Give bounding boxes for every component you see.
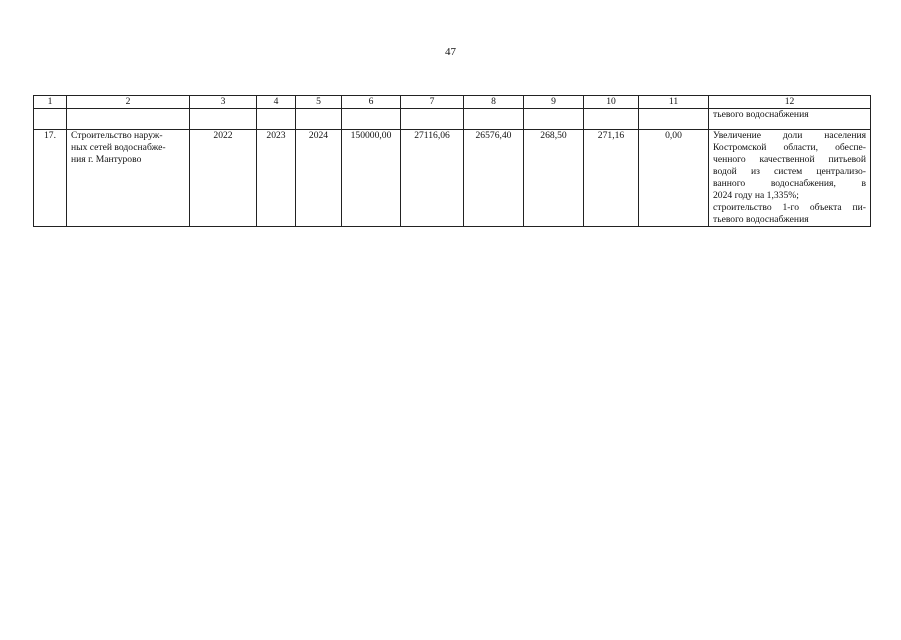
cell-col5: 2024 [296,130,342,227]
header-cell: 3 [190,96,257,109]
row-number: 17. [34,130,67,227]
result-line: водой из систем централизо- [713,166,866,177]
cell-col10: 271,16 [584,130,639,227]
header-cell: 2 [67,96,190,109]
row-name-line: ных сетей водоснабже- [71,142,166,153]
header-cell: 12 [709,96,871,109]
header-cell: 8 [464,96,524,109]
table-row [34,130,871,227]
result-line: ванного водоснабжения, в [713,178,866,189]
result-line: строительство 1-го объекта пи- [713,202,866,213]
result-line: ченного качественной питьевой [713,154,866,165]
cell-col8: 26576,40 [464,130,524,227]
continuation-row [34,109,871,130]
cell-col7: 27116,06 [401,130,464,227]
continuation-text: тьевого водоснабжения [709,109,871,130]
row-name-line: ния г. Мантурово [71,154,142,165]
page-number: 47 [445,46,456,58]
result-description [709,130,871,227]
result-line: Увеличение доли населения [713,130,866,141]
header-cell: 6 [342,96,401,109]
cell-col6: 150000,00 [342,130,401,227]
cell-col9: 268,50 [524,130,584,227]
header-cell: 1 [34,96,67,109]
row-name-line: Строительство наруж- [71,130,163,141]
header-row [34,96,871,109]
header-cell: 11 [639,96,709,109]
row-name [67,130,190,227]
header-cell: 7 [401,96,464,109]
cell-col11: 0,00 [639,130,709,227]
cell-col3: 2022 [190,130,257,227]
header-cell: 9 [524,96,584,109]
data-table [33,95,871,227]
header-cell: 10 [584,96,639,109]
result-line: тьевого водоснабжения [713,214,809,225]
cell-col4: 2023 [257,130,296,227]
result-line: 2024 году на 1,335%; [713,190,799,201]
result-line: Костромской области, обеспе- [713,142,866,153]
header-cell: 5 [296,96,342,109]
header-cell: 4 [257,96,296,109]
